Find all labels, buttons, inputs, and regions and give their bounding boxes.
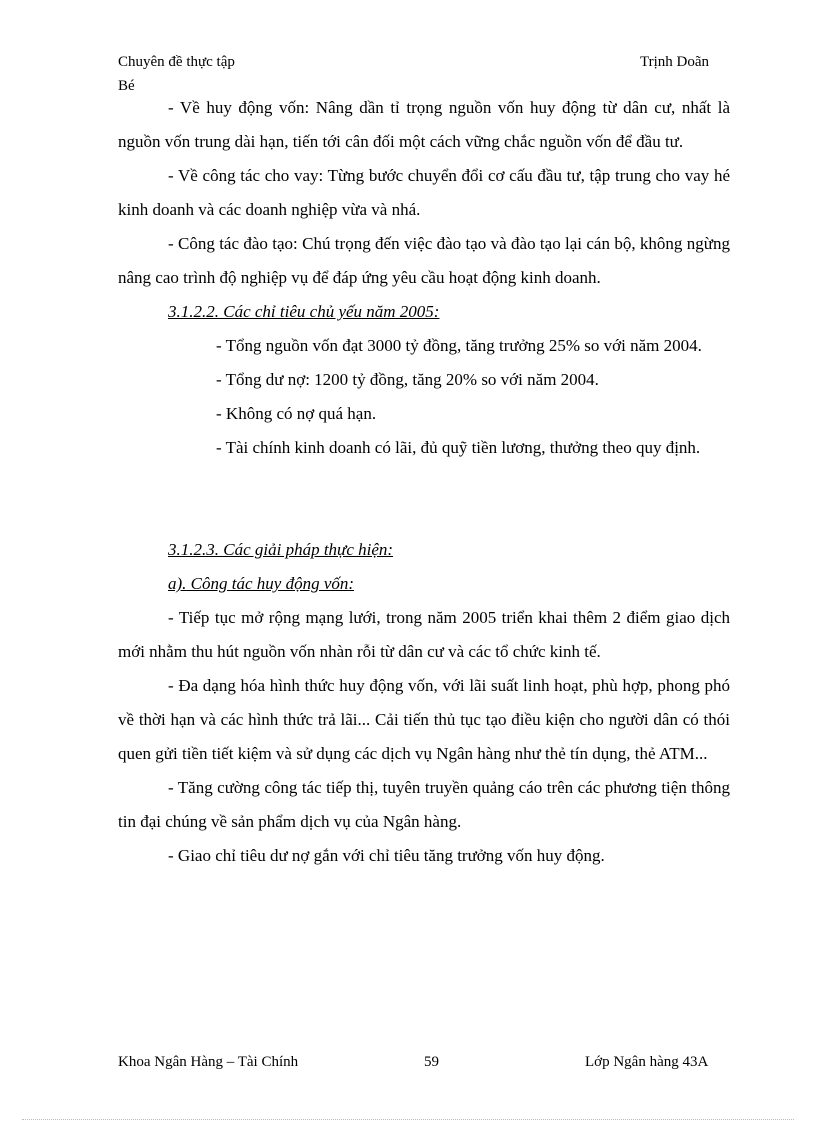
- paragraph-lending: - Về công tác cho vay: Từng bước chuyển đổi cơ cấu đầu tư, tập trung cho vay hé kinh doanh và các doanh nghiệp vừa và nhá.: [118, 166, 730, 219]
- paragraph-diversify: - Đa dạng hóa hình thức huy động vốn, với lãi suất linh hoạt, phù hợp, phong phó về thời hạn và các hình thức trả lãi... Cải tiến thủ tục tạo điều kiện cho người dân có thói quen gửi tiền tiết kiệm và sử dụng các dịch vụ Ngân hàng như thẻ tín dụng, thẻ ATM...: [118, 676, 730, 763]
- target-total-capital: - Tổng nguồn vốn đạt 3000 tỷ đồng, tăng trưởng 25% so với năm 2004.: [216, 336, 702, 355]
- paragraph-marketing: - Tăng cường công tác tiếp thị, tuyên truyền quảng cáo trên các phương tiện thông tin đại chúng về sản phẩm dịch vụ của Ngân hàng.: [118, 778, 730, 831]
- footer-faculty: Khoa Ngân Hàng – Tài Chính: [118, 1054, 299, 1070]
- section-heading-targets: 3.1.2.2. Các chỉ tiêu chủ yếu năm 2005:: [168, 302, 440, 321]
- paragraph-capital-mobilization: - Về huy động vốn: Nâng dần tỉ trọng nguồn vốn huy động từ dân cư, nhất là nguồn vốn trung dài hạn, tiến tới cân đối một cách vững chắc nguồn vốn để đầu tư.: [118, 98, 730, 151]
- paragraph-expand-network: - Tiếp tục mở rộng mạng lưới, trong năm 2005 triển khai thêm 2 điểm giao dịch mới nhằm thu hút nguồn vốn nhàn rỗi từ dân cư và các tổ chức kinh tế.: [118, 608, 730, 661]
- section-heading-solutions: 3.1.2.3. Các giải pháp thực hiện:: [168, 540, 394, 559]
- header-author-cont: Bé: [118, 78, 135, 94]
- paragraph-loan-targets: - Giao chỉ tiêu dư nợ gắn với chỉ tiêu tăng trưởng vốn huy động.: [168, 846, 605, 865]
- header-title: Chuyên đề thực tập: [118, 54, 235, 70]
- page-number: 59: [424, 1054, 439, 1070]
- document-body: [118, 91, 730, 873]
- header-author: Trịnh Doãn: [640, 54, 710, 70]
- footer-class: Lớp Ngân hàng 43A: [585, 1054, 709, 1070]
- blank-gap: [118, 465, 730, 533]
- page-bottom-divider: [22, 1119, 794, 1120]
- target-total-debt: - Tổng dư nợ: 1200 tỷ đồng, tăng 20% so với năm 2004.: [216, 370, 599, 389]
- target-finance: - Tài chính kinh doanh có lãi, đủ quỹ tiền lương, thưởng theo quy định.: [216, 438, 701, 457]
- paragraph-training: - Công tác đào tạo: Chú trọng đến việc đào tạo và đào tạo lại cán bộ, không ngừng nâng cao trình độ nghiệp vụ để đáp ứng yêu cầu hoạt động kinh doanh.: [118, 234, 730, 287]
- subheading-capital-mobilization: a). Công tác huy động vốn:: [168, 574, 355, 593]
- target-no-overdue: - Không có nợ quá hạn.: [216, 404, 377, 423]
